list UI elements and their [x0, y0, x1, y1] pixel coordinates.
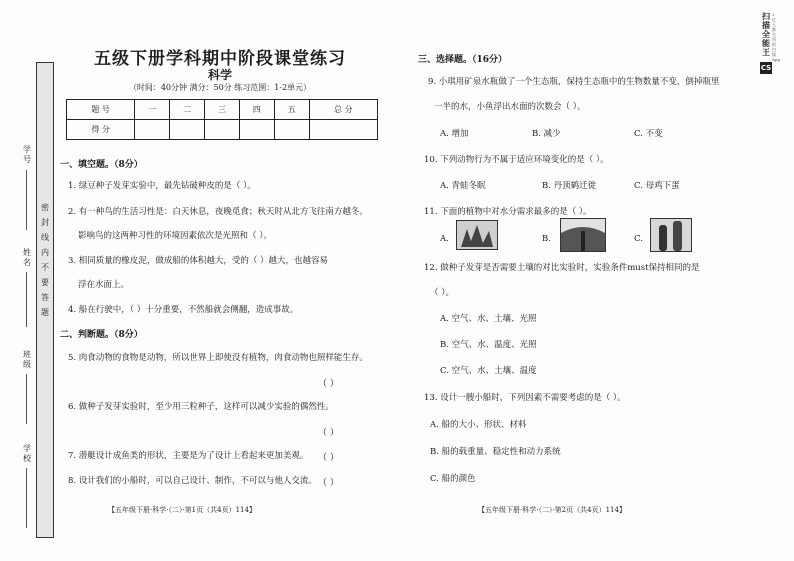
answer-paren-6[interactable]: （ ）: [318, 428, 339, 438]
q11-option-a[interactable]: A.: [440, 234, 449, 244]
section-multiple-choice: 三、选择题。（16分）: [418, 55, 508, 65]
score-header-cell: 一: [135, 100, 170, 120]
seal-char: 题: [41, 308, 49, 317]
question-13: 13. 设计一艘小船时，下列因素不需要考虑的是（ ）。: [424, 393, 626, 403]
seal-char: 封: [41, 218, 49, 227]
question-4: 4. 船在行驶中，（ ）十分重要，不然船就会侧翻，造成事故。: [68, 305, 299, 315]
q11-plant-b-image: [560, 218, 606, 252]
score-cell[interactable]: [170, 120, 205, 140]
school-label: 学校: [23, 444, 31, 463]
question-7: 7. 潜艇设计成鱼类的形状，主要是为了设计上看起来更加美观。: [68, 451, 309, 461]
q9-option-a[interactable]: A. 增加: [440, 129, 469, 139]
page-footer-right: 【五年级下册·科学·（二）·第2页（共4页）114】: [478, 506, 626, 514]
student-id-line[interactable]: [26, 170, 27, 230]
q11-option-c[interactable]: C.: [634, 234, 643, 244]
question-1: 1. 绿豆种子发芽实验中，最先钻破种皮的是（ ）。: [68, 181, 256, 191]
scanner-app-name: 扫描全能王: [762, 12, 770, 57]
student-id-label: 学号: [23, 145, 31, 164]
question-5: 5. 肉食动物的食物是动物，所以世界上即使没有植物，肉食动物也照样能生存。: [68, 353, 368, 363]
score-row-label: 得 分: [67, 120, 135, 140]
score-header-cell: 二: [170, 100, 205, 120]
score-cell[interactable]: [309, 120, 377, 140]
seal-char: 密: [41, 203, 49, 212]
question-12-line1: 12. 做种子发芽是否需要土壤的对比实验时，实验条件must保持相同的是: [424, 263, 700, 273]
score-header-cell: 三: [205, 100, 240, 120]
exam-title: 五级下册学科期中阶段课堂练习: [94, 49, 346, 69]
answer-paren-8[interactable]: （ ）: [318, 478, 339, 488]
seal-char: 答: [41, 293, 49, 302]
q10-option-b[interactable]: B. 丹顶鹤迁徙: [542, 181, 597, 191]
answer-paren-7[interactable]: （ ）: [318, 453, 339, 463]
school-line[interactable]: [26, 468, 27, 528]
score-header-cell: 题 号: [67, 100, 135, 120]
q12-option-b[interactable]: B. 空气、水、温度、光照: [440, 340, 537, 350]
exam-meta: （时间：40分钟 满分：50分 练习范围：1-2单元）: [128, 83, 312, 92]
scanner-app-tagline: 3亿人都在用的扫描App: [772, 12, 781, 62]
section-fill-blank: 一、填空题。（8分）: [60, 160, 143, 170]
question-6: 6. 做种子发芽实验时，至少用三粒种子，这样可以减少实验的偶然性。: [68, 402, 334, 412]
score-header-cell: 四: [239, 100, 274, 120]
q10-option-c[interactable]: C. 母鸡下蛋: [634, 181, 680, 191]
seal-char: 内: [41, 248, 49, 257]
class-line[interactable]: [26, 374, 27, 424]
question-2-line2: 影响鸟的这两种习性的环境因素依次是光照和（ ）。: [78, 231, 272, 241]
q9-option-b[interactable]: B. 减少: [532, 129, 561, 139]
question-3-line1: 3. 相同质量的橡皮泥，做成船的体积越大，受的（ ）越大，也越容易: [68, 256, 329, 266]
score-cell[interactable]: [205, 120, 240, 140]
seal-char: 要: [41, 278, 49, 287]
score-cell[interactable]: [135, 120, 170, 140]
score-table: [66, 99, 378, 140]
q13-option-b[interactable]: B. 船的载重量、稳定性和动力系统: [430, 447, 561, 457]
question-9-line1: 9. 小琪用矿泉水瓶做了一个生态瓶，保持生态瓶中的生物数量不变，倒掉瓶里: [428, 77, 720, 87]
exam-subject: 科学: [207, 68, 232, 82]
seal-char: 线: [41, 233, 49, 242]
answer-paren-5[interactable]: （ ）: [318, 379, 339, 389]
question-11: 11. 下面的植物中对水分需求最多的是（ ）。: [424, 207, 592, 217]
cs-scanner-logo-icon: CS: [760, 64, 772, 72]
name-line[interactable]: [26, 272, 27, 327]
seal-char: 不: [41, 263, 49, 272]
question-8: 8. 设计我们的小船时，可以自己设计、制作，不可以与他人交流。: [68, 476, 317, 486]
name-label: 姓名: [23, 248, 31, 267]
q9-option-c[interactable]: C. 不变: [634, 129, 663, 139]
q11-plant-c-image: [650, 218, 692, 252]
score-cell[interactable]: [274, 120, 309, 140]
q13-option-c[interactable]: C. 船的颜色: [430, 474, 476, 484]
page-footer-left: 【五年级下册·科学·（二）·第1页（共4页）114】: [108, 506, 256, 514]
class-label: 班级: [23, 350, 31, 369]
section-true-false: 二、判断题。（8分）: [60, 330, 143, 340]
q10-option-a[interactable]: A. 青蛙冬眠: [440, 181, 486, 191]
seal-line-text: [40, 200, 50, 320]
score-header-cell: 总 分: [309, 100, 377, 120]
q11-option-b[interactable]: B.: [542, 234, 551, 244]
question-2-line1: 2. 有一种鸟的生活习性是：白天休息，夜晚觅食；秋天时从北方飞往南方越冬。: [68, 207, 368, 217]
q12-option-c[interactable]: C. 空气、水、土壤、温度: [440, 366, 537, 376]
score-cell[interactable]: [239, 120, 274, 140]
question-12-line2: （ ）。: [430, 288, 454, 298]
score-header-row: [67, 100, 378, 120]
question-3-line2: 浮在水面上。: [78, 280, 130, 290]
q11-plant-a-image: [456, 220, 498, 250]
question-9-line2: 一半的水，小鱼浮出水面的次数会（ ）。: [434, 102, 586, 112]
q12-option-a[interactable]: A. 空气、水、土壤、光照: [440, 314, 537, 324]
score-value-row: [67, 120, 378, 140]
score-header-cell: 五: [274, 100, 309, 120]
question-10: 10. 下列动物行为不属于适应环境变化的是（ ）。: [424, 155, 609, 165]
q13-option-a[interactable]: A. 船的大小、形状、材料: [430, 420, 527, 430]
